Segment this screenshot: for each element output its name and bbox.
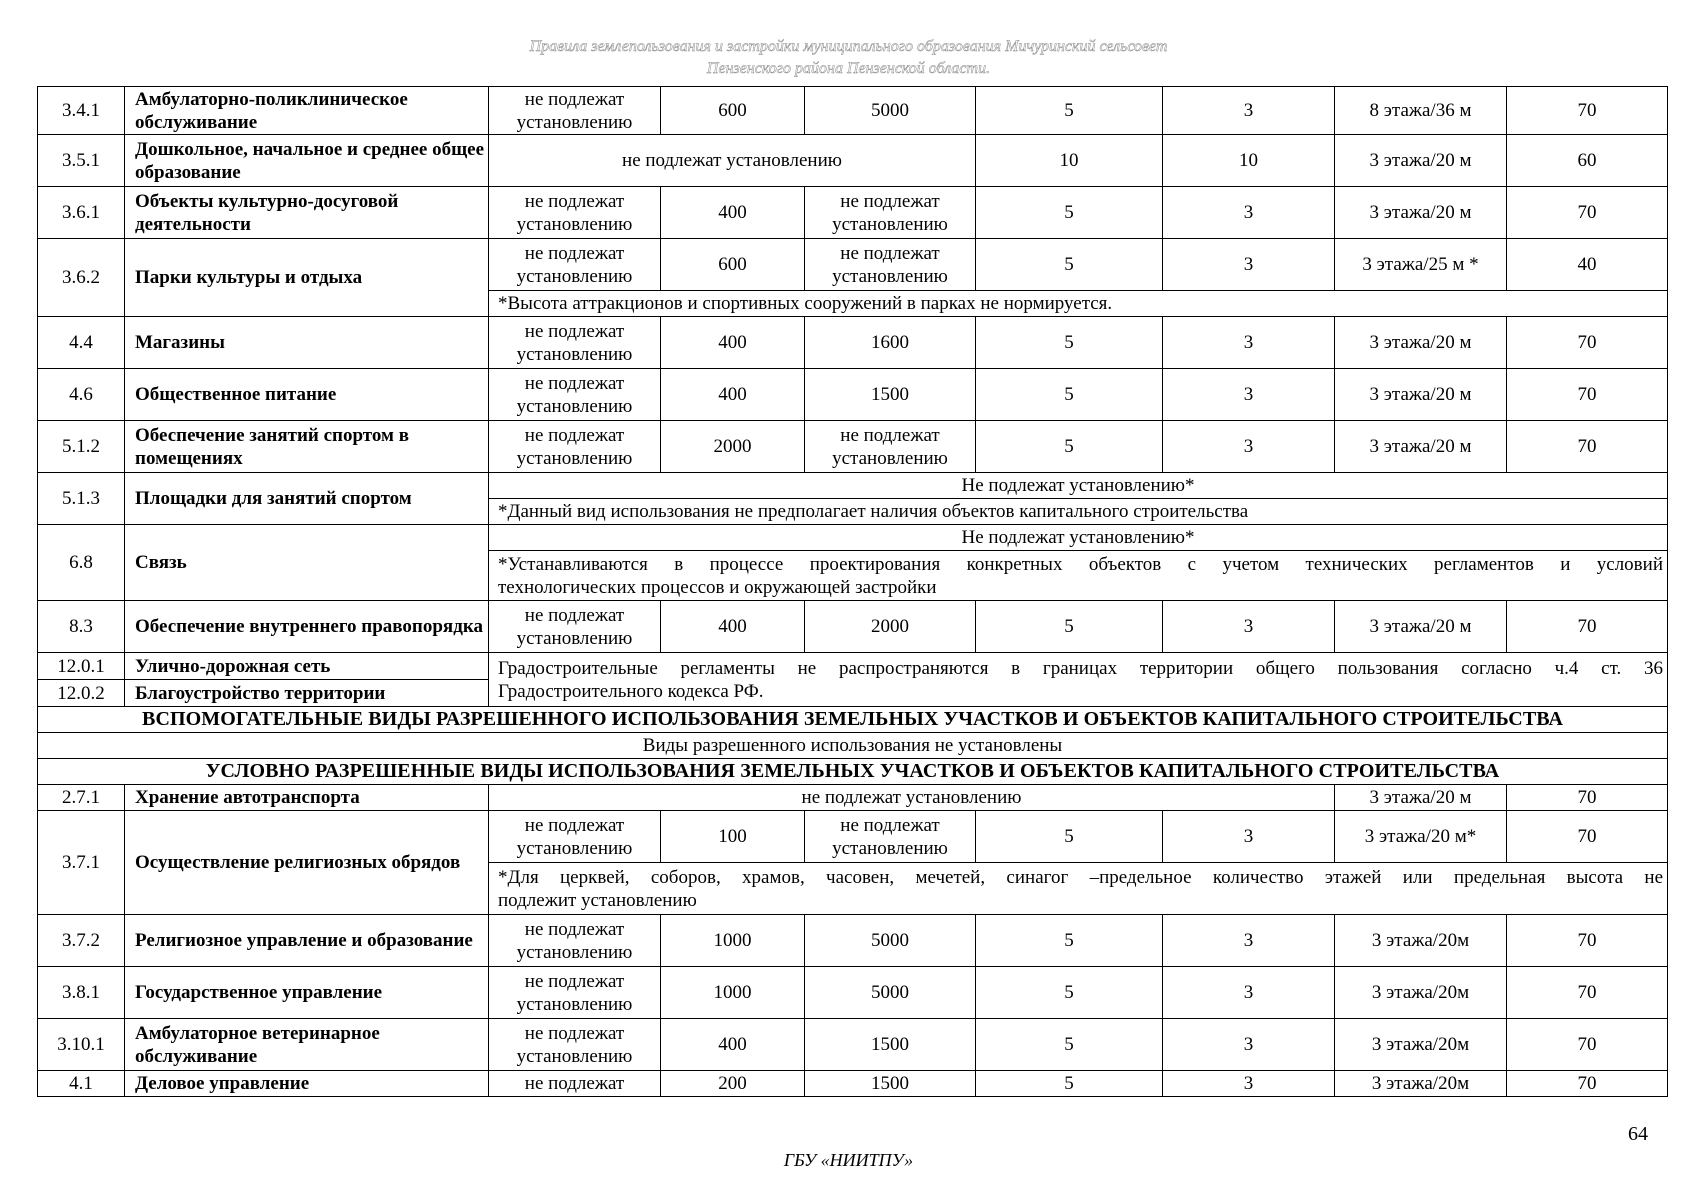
cell-value: 2000 (805, 601, 976, 653)
cell-value: 600 (661, 239, 805, 291)
cell-value: 3 (1163, 87, 1335, 135)
table-row (38, 733, 1668, 759)
row-name: Связь (125, 525, 489, 601)
row-name: Осуществление религиозных обрядов (125, 811, 489, 915)
row-code: 4.4 (38, 317, 125, 369)
row-code: 12.0.2 (38, 680, 125, 707)
cell-value: 5000 (805, 87, 976, 135)
table-row (38, 87, 1668, 135)
cell-value: 70 (1507, 811, 1668, 863)
cell-value: 3 (1163, 1019, 1335, 1071)
note-line: Градостроительные регламенты не распространяются в границах территории общего пользования согласно ч.4 ст. 36 (498, 657, 1663, 679)
cell-value: 3 этажа/20 м (1335, 601, 1507, 653)
table-row (38, 653, 1668, 680)
cell-value: 70 (1507, 369, 1668, 421)
table-row (38, 967, 1668, 1019)
row-name: Религиозное управление и образование (125, 915, 489, 967)
cell-value: 5 (976, 87, 1163, 135)
row-code: 3.6.1 (38, 187, 125, 239)
section-row (38, 707, 1668, 733)
cell-value: не подлежат установлению (489, 1019, 661, 1071)
cell-value: 8 этажа/36 м (1335, 87, 1507, 135)
cell-value: 5 (976, 187, 1163, 239)
row-code: 3.10.1 (38, 1019, 125, 1071)
cell-value: 3 (1163, 421, 1335, 473)
cell-value: 70 (1507, 421, 1668, 473)
cell-note (489, 653, 1668, 707)
cell-value: 70 (1507, 601, 1668, 653)
cell-value: 3 этажа/20 м (1335, 785, 1507, 811)
header-line-2: Пензенского района Пензенской области. (706, 60, 991, 77)
cell-value: 400 (661, 187, 805, 239)
table-row (38, 369, 1668, 421)
row-name: Амбулаторное ветеринарное обслуживание (125, 1019, 489, 1071)
cell-value: 3 (1163, 317, 1335, 369)
row-code: 2.7.1 (38, 785, 125, 811)
cell-value: 70 (1507, 317, 1668, 369)
cell-value: 1500 (805, 369, 976, 421)
cell-value: 3 этажа/20м (1335, 1019, 1507, 1071)
cell-value: 70 (1507, 785, 1668, 811)
cell-value: 3 (1163, 187, 1335, 239)
cell-value: не подлежат установлению (489, 915, 661, 967)
row-code: 5.1.2 (38, 421, 125, 473)
cell-value: 400 (661, 601, 805, 653)
cell-value: 5 (976, 239, 1163, 291)
row-code: 8.3 (38, 601, 125, 653)
cell-note: *Данный вид использования не предполагает наличия объектов капитального строительства (489, 499, 1668, 525)
row-name: Объекты культурно-досуговой деятельности (125, 187, 489, 239)
row-name: Хранение автотранспорта (125, 785, 489, 811)
cell-value: 3 (1163, 601, 1335, 653)
row-name: Площадки для занятий спортом (125, 473, 489, 525)
note-line: технологических процессов и окружающей застройки (498, 576, 937, 598)
row-code: 3.6.2 (38, 239, 125, 317)
row-name: Дошкольное, начальное и среднее общее образование (125, 135, 489, 187)
cell-value: 1000 (661, 967, 805, 1019)
cell-merged: не подлежат установлению (489, 135, 976, 187)
cell-merged: Не подлежат установлению* (489, 473, 1668, 499)
cell-value: 5000 (805, 915, 976, 967)
note-line: Градостроительного кодекса РФ. (498, 680, 764, 702)
cell-value: 70 (1507, 967, 1668, 1019)
row-code: 3.5.1 (38, 135, 125, 187)
cell-value: 70 (1507, 87, 1668, 135)
table-row (38, 473, 1668, 499)
cell-value: 1600 (805, 317, 976, 369)
row-code: 5.1.3 (38, 473, 125, 525)
cell-note (489, 863, 1668, 915)
cell-value: не подлежат установлению (489, 317, 661, 369)
cell-value: 5000 (805, 967, 976, 1019)
table-row (38, 317, 1668, 369)
cell-value: 5 (976, 317, 1163, 369)
cell-value: не подлежат установлению (489, 811, 661, 863)
cell-note (489, 551, 1668, 601)
row-name: Государственное управление (125, 967, 489, 1019)
cell-value: 3 (1163, 369, 1335, 421)
cell-value: 70 (1507, 187, 1668, 239)
cell-value: 10 (1163, 135, 1335, 187)
cell-value: 400 (661, 1019, 805, 1071)
page-number: 64 (1628, 1123, 1648, 1145)
cell-value: 3 этажа/20 м (1335, 187, 1507, 239)
cell-value: 200 (661, 1071, 805, 1097)
row-code: 3.8.1 (38, 967, 125, 1019)
cell-value: 60 (1507, 135, 1668, 187)
row-name: Амбулаторно-поликлиническое обслуживание (125, 87, 489, 135)
table-row (38, 1019, 1668, 1071)
row-name: Обеспечение внутреннего правопорядка (125, 601, 489, 653)
section-heading: УСЛОВНО РАЗРЕШЕННЫЕ ВИДЫ ИСПОЛЬЗОВАНИЯ ЗЕМЕЛЬНЫХ УЧАСТКОВ И ОБЪЕКТОВ КАПИТАЛЬНОГО СТРОИТЕЛЬСТВА (38, 759, 1668, 785)
cell-value: 3 этажа/20 м* (1335, 811, 1507, 863)
row-code: 3.4.1 (38, 87, 125, 135)
cell-value: 3 этажа/20 м (1335, 317, 1507, 369)
cell-value: 400 (661, 317, 805, 369)
table-row (38, 239, 1668, 291)
cell-value: 3 (1163, 967, 1335, 1019)
cell-value: 1500 (805, 1071, 976, 1097)
cell-value: 3 этажа/20м (1335, 915, 1507, 967)
cell-value: 1000 (661, 915, 805, 967)
cell-value: 3 (1163, 1071, 1335, 1097)
note-line: *Для церквей, соборов, храмов, часовен, мечетей, синагог –предельное количество этажей или предельная высота не (498, 866, 1663, 888)
table-row (38, 811, 1668, 863)
cell-value: 5 (976, 601, 1163, 653)
cell-value: 5 (976, 369, 1163, 421)
cell-value: 40 (1507, 239, 1668, 291)
cell-value: 3 этажа/20 м (1335, 369, 1507, 421)
cell-value: 3 (1163, 915, 1335, 967)
table-row (38, 915, 1668, 967)
cell-value: 3 этажа/20м (1335, 967, 1507, 1019)
cell-value: 3 этажа/25 м * (1335, 239, 1507, 291)
note-line: подлежит установлению (498, 889, 697, 911)
cell-value: 600 (661, 87, 805, 135)
row-code: 6.8 (38, 525, 125, 601)
row-code: 12.0.1 (38, 653, 125, 680)
cell-value: не подлежат установлению (805, 421, 976, 473)
cell-value: 10 (976, 135, 1163, 187)
row-name: Обеспечение занятий спортом в помещениях (125, 421, 489, 473)
cell-value: 70 (1507, 915, 1668, 967)
cell-value: не подлежат установлению (489, 87, 661, 135)
page-footer: ГБУ «НИИТПУ» (783, 1150, 914, 1170)
cell-value: 3 этажа/20 м (1335, 421, 1507, 473)
cell-value: не подлежат установлению (489, 967, 661, 1019)
table-row (38, 421, 1668, 473)
note-line: *Устанавливаются в процессе проектирования конкретных объектов с учетом технических регламентов и условий (498, 553, 1663, 575)
cell-value: 3 этажа/20м (1335, 1071, 1507, 1097)
cell-value: не подлежат (489, 1071, 661, 1097)
cell-value: не подлежат установлению (489, 369, 661, 421)
cell-value: 400 (661, 369, 805, 421)
cell-merged: не подлежат установлению (489, 785, 1335, 811)
row-name: Деловое управление (125, 1071, 489, 1097)
cell-value: не подлежат установлению (489, 601, 661, 653)
section-heading: ВСПОМОГАТЕЛЬНЫЕ ВИДЫ РАЗРЕШЕННОГО ИСПОЛЬЗОВАНИЯ ЗЕМЕЛЬНЫХ УЧАСТКОВ И ОБЪЕКТОВ КАПИТАЛЬНОГО СТРОИТЕЛЬСТВА (38, 707, 1668, 733)
cell-value: 5 (976, 421, 1163, 473)
header-line-1: Правила землепользования и застройки муниципального образования Мичуринский сельсовет (529, 38, 1168, 55)
cell-value: не подлежат установлению (489, 421, 661, 473)
cell-merged: Не подлежат установлению* (489, 525, 1668, 551)
cell-value: 3 (1163, 811, 1335, 863)
row-name: Улично-дорожная сеть (125, 653, 489, 680)
table-row (38, 785, 1668, 811)
cell-value: 5 (976, 811, 1163, 863)
cell-value: 70 (1507, 1071, 1668, 1097)
cell-value: 5 (976, 1071, 1163, 1097)
row-code: 4.6 (38, 369, 125, 421)
section-row (38, 759, 1668, 785)
table-row (38, 1071, 1668, 1097)
cell-value: 70 (1507, 1019, 1668, 1071)
cell-value: 1500 (805, 1019, 976, 1071)
cell-value: 2000 (661, 421, 805, 473)
cell-value: 100 (661, 811, 805, 863)
cell-value: 5 (976, 1019, 1163, 1071)
cell-value: 5 (976, 967, 1163, 1019)
cell-value: не подлежат установлению (805, 187, 976, 239)
cell-value: 5 (976, 915, 1163, 967)
section-note: Виды разрешенного использования не установлены (38, 733, 1668, 759)
cell-value: не подлежат установлению (489, 239, 661, 291)
row-code: 3.7.1 (38, 811, 125, 915)
cell-value: не подлежат установлению (489, 187, 661, 239)
table-row (38, 525, 1668, 551)
row-code: 3.7.2 (38, 915, 125, 967)
table-row (38, 187, 1668, 239)
row-name: Благоустройство территории (125, 680, 489, 707)
cell-note: *Высота аттракционов и спортивных сооружений в парках не нормируется. (489, 291, 1668, 317)
table-row (38, 601, 1668, 653)
row-name: Общественное питание (125, 369, 489, 421)
regulations-table (37, 86, 1668, 1097)
cell-value: не подлежат установлению (805, 239, 976, 291)
row-name: Магазины (125, 317, 489, 369)
row-code: 4.1 (38, 1071, 125, 1097)
table-row (38, 135, 1668, 187)
row-name: Парки культуры и отдыха (125, 239, 489, 317)
cell-value: не подлежат установлению (805, 811, 976, 863)
cell-value: 3 (1163, 239, 1335, 291)
cell-value: 3 этажа/20 м (1335, 135, 1507, 187)
page-header (0, 36, 1697, 80)
